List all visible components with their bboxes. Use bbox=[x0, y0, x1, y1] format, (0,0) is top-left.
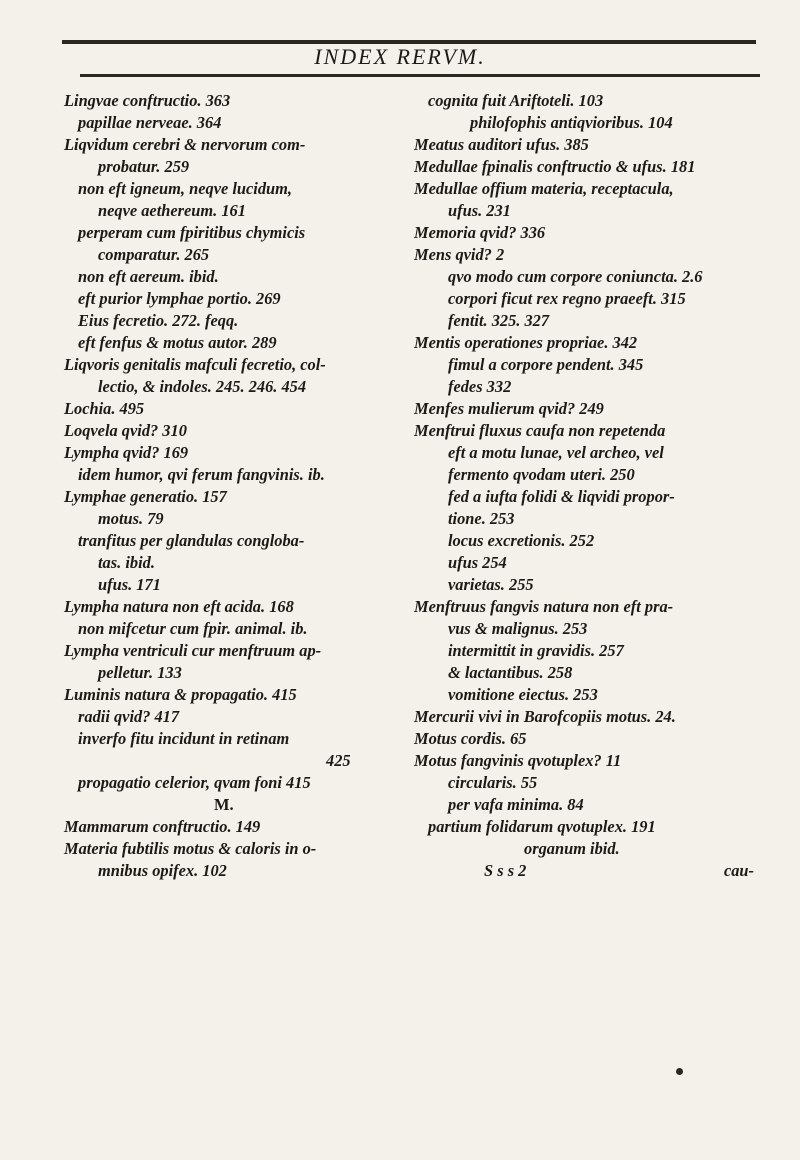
index-entry: Menftruus fangvis natura non eft pra- bbox=[414, 597, 674, 616]
index-entry: Menftrui fluxus caufa non repetenda bbox=[414, 421, 666, 440]
index-entry: Liqvidum cerebri & nervorum com- bbox=[64, 135, 306, 154]
index-entry: comparatur. 265 bbox=[98, 245, 210, 264]
index-entry: probatur. 259 bbox=[98, 157, 190, 176]
index-entry: M. bbox=[214, 795, 234, 814]
index-entry: fimul a corpore pendent. 345 bbox=[448, 355, 644, 374]
index-entry: per vafa minima. 84 bbox=[448, 795, 584, 814]
index-entry: lectio, & indoles. 245. 246. 454 bbox=[98, 377, 307, 396]
index-entry: Mentis operationes propriae. 342 bbox=[414, 333, 638, 352]
index-entry: eft fenfus & motus autor. 289 bbox=[78, 333, 277, 352]
index-entry: Lymphae generatio. 157 bbox=[64, 487, 227, 506]
index-entry: organum ibid. bbox=[524, 839, 620, 858]
index-entry: idem humor, qvi ferum fangvinis. ib. bbox=[78, 465, 325, 484]
index-entry: eft a motu lunae, vel archeo, vel bbox=[448, 443, 664, 462]
index-entry: non mifcetur cum fpir. animal. ib. bbox=[78, 619, 308, 638]
index-entry: vus & malignus. 253 bbox=[448, 619, 588, 638]
index-entry: non eft aereum. ibid. bbox=[78, 267, 219, 286]
index-entry: Materia fubtilis motus & caloris in o- bbox=[64, 839, 317, 858]
index-entry: mnibus opifex. 102 bbox=[98, 861, 227, 880]
index-entry: fermento qvodam uteri. 250 bbox=[448, 465, 635, 484]
index-entry: pelletur. 133 bbox=[98, 663, 182, 682]
index-entry: Lochia. 495 bbox=[64, 399, 145, 418]
index-entry: motus. 79 bbox=[98, 509, 164, 528]
index-entry: neqve aethereum. 161 bbox=[98, 201, 246, 220]
right-column bbox=[414, 90, 774, 882]
index-entry: Memoria qvid? 336 bbox=[414, 223, 546, 242]
index-entry: Mammarum conftructio. 149 bbox=[64, 817, 261, 836]
index-entry: intermittit in gravidis. 257 bbox=[448, 641, 624, 660]
left-column bbox=[64, 90, 394, 882]
index-entry: Eius fecretio. 272. feqq. bbox=[78, 311, 239, 330]
index-entry: Lympha qvid? 169 bbox=[64, 443, 189, 462]
index-entry: papillae nerveae. 364 bbox=[78, 113, 222, 132]
index-entry: tranfitus per glandulas congloba- bbox=[78, 531, 305, 550]
index-entry: tione. 253 bbox=[448, 509, 515, 528]
index-entry: Motus cordis. 65 bbox=[414, 729, 527, 748]
footer-line bbox=[414, 860, 774, 882]
index-entry: Loqvela qvid? 310 bbox=[64, 421, 187, 440]
index-entry: cognita fuit Ariftoteli. 103 bbox=[428, 91, 604, 110]
index-entry: varietas. 255 bbox=[448, 575, 534, 594]
index-entry: ufus. 231 bbox=[448, 201, 511, 220]
catchword: cau- bbox=[723, 861, 754, 880]
index-entry: corpori ficut rex regno praeeft. 315 bbox=[448, 289, 686, 308]
index-entry: Lympha natura non eft acida. 168 bbox=[64, 597, 294, 616]
index-entry: Mens qvid? 2 bbox=[414, 245, 505, 264]
index-entry: 425 bbox=[326, 751, 351, 770]
index-entry: Lympha ventriculi cur menftruum ap- bbox=[64, 641, 322, 660]
index-entry: Medullae fpinalis conftructio & ufus. 181 bbox=[414, 157, 696, 176]
index-entry: Lingvae conftructio. 363 bbox=[64, 91, 231, 110]
index-entry: Mercurii vivi in Barofcopiis motus. 24. bbox=[414, 707, 676, 726]
index-entry: Menfes mulierum qvid? 249 bbox=[414, 399, 604, 418]
index-entry: vomitione eiectus. 253 bbox=[448, 685, 598, 704]
index-entry: Luminis natura & propagatio. 415 bbox=[64, 685, 297, 704]
index-entry: ufus 254 bbox=[448, 553, 507, 572]
index-entry: ufus. 171 bbox=[98, 575, 161, 594]
header-rule bbox=[80, 74, 760, 77]
index-entry: fentit. 325. 327 bbox=[448, 311, 550, 330]
index-entry: Motus fangvinis qvotuplex? 11 bbox=[414, 751, 622, 770]
signature-mark: S s s 2 bbox=[484, 861, 527, 880]
page-header: INDEX RERVM. bbox=[314, 44, 486, 69]
index-entry: locus excretionis. 252 bbox=[448, 531, 595, 550]
index-entry: philofophis antiqvioribus. 104 bbox=[470, 113, 673, 132]
index-entry: fedes 332 bbox=[448, 377, 512, 396]
index-entry: non eft igneum, neqve lucidum, bbox=[78, 179, 292, 198]
index-entry: qvo modo cum corpore coniuncta. 2.6 bbox=[448, 267, 703, 286]
index-entry: tas. ibid. bbox=[98, 553, 155, 572]
index-entry: circularis. 55 bbox=[448, 773, 538, 792]
index-entry: fed a iufta folidi & liqvidi propor- bbox=[448, 487, 675, 506]
index-entry: & lactantibus. 258 bbox=[448, 663, 573, 682]
index-entry: partium folidarum qvotuplex. 191 bbox=[428, 817, 656, 836]
index-entry: radii qvid? 417 bbox=[78, 707, 180, 726]
index-entry: propagatio celerior, qvam foni 415 bbox=[78, 773, 311, 792]
index-entry: perperam cum fpiritibus chymicis bbox=[78, 223, 306, 242]
index-entry: Meatus auditori ufus. 385 bbox=[414, 135, 589, 154]
index-entry: inverfo fitu incidunt in retinam bbox=[78, 729, 290, 748]
index-entry: Liqvoris genitalis mafculi fecretio, col- bbox=[64, 355, 326, 374]
index-entry: Medullae offium materia, receptacula, bbox=[414, 179, 674, 198]
ink-dot bbox=[676, 1068, 683, 1075]
index-entry: eft purior lymphae portio. 269 bbox=[78, 289, 281, 308]
